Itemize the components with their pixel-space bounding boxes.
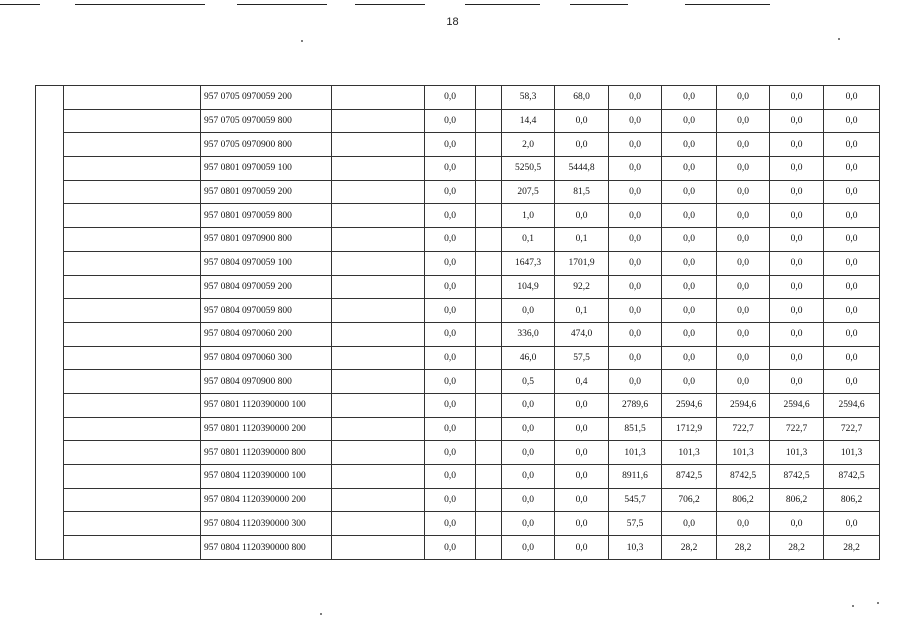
value-cell: 0,0 — [425, 441, 476, 465]
header-rule — [685, 4, 770, 5]
value-cell: 101,3 — [662, 441, 717, 465]
value-cell: 0,4 — [555, 370, 609, 394]
value-cell: 0,0 — [662, 299, 717, 323]
empty-cell — [332, 251, 425, 275]
value-cell: 0,0 — [662, 370, 717, 394]
value-cell: 0,0 — [425, 322, 476, 346]
value-cell: 0,0 — [824, 251, 880, 275]
table-row — [36, 228, 880, 252]
name-cell — [64, 465, 201, 489]
value-cell: 0,0 — [717, 346, 770, 370]
value-cell: 0,0 — [425, 109, 476, 133]
name-cell — [64, 346, 201, 370]
empty-cell — [332, 465, 425, 489]
empty-cell — [332, 133, 425, 157]
empty-cell — [476, 133, 502, 157]
value-cell: 0,5 — [502, 370, 555, 394]
index-cell — [36, 180, 64, 204]
value-cell: 2594,6 — [662, 393, 717, 417]
empty-cell — [476, 346, 502, 370]
value-cell: 0,0 — [824, 299, 880, 323]
value-cell: 46,0 — [502, 346, 555, 370]
value-cell: 0,0 — [770, 133, 824, 157]
empty-cell — [332, 322, 425, 346]
empty-cell — [332, 488, 425, 512]
value-cell: 0,0 — [770, 86, 824, 110]
value-cell: 0,0 — [425, 417, 476, 441]
value-cell: 0,0 — [555, 512, 609, 536]
value-cell: 0,0 — [770, 157, 824, 181]
table-row — [36, 275, 880, 299]
value-cell: 0,0 — [662, 275, 717, 299]
value-cell: 0,0 — [824, 370, 880, 394]
value-cell: 28,2 — [770, 536, 824, 560]
value-cell: 0,0 — [609, 275, 662, 299]
empty-cell — [476, 322, 502, 346]
index-cell — [36, 417, 64, 441]
budget-code-cell: 957 0801 1120390000 100 — [201, 393, 332, 417]
value-cell: 0,0 — [425, 536, 476, 560]
table-row — [36, 251, 880, 275]
value-cell: 2594,6 — [717, 393, 770, 417]
index-cell — [36, 441, 64, 465]
value-cell: 0,0 — [717, 204, 770, 228]
name-cell — [64, 441, 201, 465]
scan-speck — [320, 613, 322, 615]
header-rule — [465, 4, 540, 5]
value-cell: 0,0 — [717, 370, 770, 394]
index-cell — [36, 204, 64, 228]
value-cell: 0,0 — [717, 299, 770, 323]
value-cell: 0,0 — [425, 86, 476, 110]
empty-cell — [476, 441, 502, 465]
budget-code-cell: 957 0804 0970059 200 — [201, 275, 332, 299]
value-cell: 722,7 — [770, 417, 824, 441]
value-cell: 28,2 — [824, 536, 880, 560]
value-cell: 14,4 — [502, 109, 555, 133]
budget-code-cell: 957 0804 0970060 300 — [201, 346, 332, 370]
name-cell — [64, 393, 201, 417]
value-cell: 0,0 — [717, 86, 770, 110]
value-cell: 0,0 — [609, 133, 662, 157]
empty-cell — [476, 299, 502, 323]
empty-cell — [476, 180, 502, 204]
value-cell: 0,0 — [555, 417, 609, 441]
budget-code-cell: 957 0705 0970059 800 — [201, 109, 332, 133]
value-cell: 0,0 — [662, 86, 717, 110]
value-cell: 0,0 — [770, 109, 824, 133]
value-cell: 0,0 — [662, 322, 717, 346]
value-cell: 0,0 — [824, 133, 880, 157]
value-cell: 0,0 — [609, 299, 662, 323]
budget-code-cell: 957 0804 0970059 100 — [201, 251, 332, 275]
value-cell: 0,0 — [425, 488, 476, 512]
value-cell: 0,0 — [425, 299, 476, 323]
table-row — [36, 180, 880, 204]
scan-speck — [877, 602, 879, 604]
name-cell — [64, 251, 201, 275]
value-cell: 545,7 — [609, 488, 662, 512]
value-cell: 0,0 — [425, 251, 476, 275]
table-body — [36, 86, 880, 560]
empty-cell — [476, 417, 502, 441]
value-cell: 0,0 — [662, 109, 717, 133]
value-cell: 2594,6 — [824, 393, 880, 417]
value-cell: 207,5 — [502, 180, 555, 204]
name-cell — [64, 536, 201, 560]
value-cell: 0,0 — [662, 204, 717, 228]
name-cell — [64, 133, 201, 157]
budget-code-cell: 957 0801 0970059 100 — [201, 157, 332, 181]
value-cell: 57,5 — [555, 346, 609, 370]
value-cell: 0,0 — [662, 512, 717, 536]
value-cell: 0,0 — [824, 512, 880, 536]
name-cell — [64, 109, 201, 133]
empty-cell — [476, 204, 502, 228]
budget-code-cell: 957 0801 0970900 800 — [201, 228, 332, 252]
empty-cell — [332, 393, 425, 417]
value-cell: 0,0 — [425, 465, 476, 489]
value-cell: 0,0 — [609, 322, 662, 346]
value-cell: 1,0 — [502, 204, 555, 228]
value-cell: 0,0 — [770, 228, 824, 252]
empty-cell — [332, 157, 425, 181]
value-cell: 10,3 — [609, 536, 662, 560]
value-cell: 0,0 — [770, 275, 824, 299]
header-rule — [0, 4, 40, 5]
value-cell: 0,0 — [824, 157, 880, 181]
value-cell: 0,0 — [502, 465, 555, 489]
empty-cell — [476, 109, 502, 133]
value-cell: 0,0 — [425, 180, 476, 204]
value-cell: 1712,9 — [662, 417, 717, 441]
value-cell: 0,0 — [770, 299, 824, 323]
budget-code-cell: 957 0804 1120390000 100 — [201, 465, 332, 489]
value-cell: 0,0 — [609, 204, 662, 228]
index-cell — [36, 370, 64, 394]
value-cell: 0,0 — [824, 346, 880, 370]
index-cell — [36, 346, 64, 370]
index-cell — [36, 251, 64, 275]
empty-cell — [332, 299, 425, 323]
value-cell: 0,0 — [717, 228, 770, 252]
value-cell: 92,2 — [555, 275, 609, 299]
value-cell: 0,0 — [662, 133, 717, 157]
value-cell: 57,5 — [609, 512, 662, 536]
name-cell — [64, 512, 201, 536]
value-cell: 0,0 — [609, 251, 662, 275]
name-cell — [64, 275, 201, 299]
value-cell: 0,0 — [609, 370, 662, 394]
name-cell — [64, 322, 201, 346]
value-cell: 706,2 — [662, 488, 717, 512]
value-cell: 0,0 — [717, 512, 770, 536]
budget-code-cell: 957 0804 1120390000 800 — [201, 536, 332, 560]
index-cell — [36, 86, 64, 110]
index-cell — [36, 228, 64, 252]
value-cell: 8911,6 — [609, 465, 662, 489]
table-row — [36, 86, 880, 110]
empty-cell — [476, 275, 502, 299]
value-cell: 0,0 — [717, 180, 770, 204]
table-row — [36, 393, 880, 417]
value-cell: 0,0 — [609, 157, 662, 181]
value-cell: 722,7 — [824, 417, 880, 441]
value-cell: 0,1 — [555, 299, 609, 323]
index-cell — [36, 109, 64, 133]
empty-cell — [476, 251, 502, 275]
empty-cell — [476, 536, 502, 560]
budget-code-cell: 957 0804 0970060 200 — [201, 322, 332, 346]
empty-cell — [332, 512, 425, 536]
empty-cell — [332, 536, 425, 560]
value-cell: 2,0 — [502, 133, 555, 157]
value-cell: 0,0 — [425, 346, 476, 370]
value-cell: 0,0 — [555, 465, 609, 489]
index-cell — [36, 157, 64, 181]
value-cell: 0,0 — [555, 488, 609, 512]
value-cell: 0,0 — [824, 275, 880, 299]
empty-cell — [476, 512, 502, 536]
name-cell — [64, 204, 201, 228]
value-cell: 0,0 — [502, 299, 555, 323]
empty-cell — [476, 86, 502, 110]
scan-speck — [838, 38, 840, 40]
index-cell — [36, 299, 64, 323]
empty-cell — [332, 417, 425, 441]
value-cell: 0,0 — [824, 204, 880, 228]
empty-cell — [332, 109, 425, 133]
value-cell: 0,0 — [425, 393, 476, 417]
name-cell — [64, 299, 201, 323]
value-cell: 5250,5 — [502, 157, 555, 181]
index-cell — [36, 465, 64, 489]
value-cell: 0,0 — [425, 512, 476, 536]
value-cell: 0,0 — [609, 109, 662, 133]
empty-cell — [332, 86, 425, 110]
table-row — [36, 299, 880, 323]
scan-speck — [852, 605, 854, 607]
table-row — [36, 157, 880, 181]
table-row — [36, 465, 880, 489]
index-cell — [36, 133, 64, 157]
table-row — [36, 322, 880, 346]
header-rule — [75, 4, 205, 5]
index-cell — [36, 322, 64, 346]
index-cell — [36, 488, 64, 512]
value-cell: 0,0 — [502, 441, 555, 465]
value-cell: 806,2 — [717, 488, 770, 512]
value-cell: 8742,5 — [770, 465, 824, 489]
value-cell: 0,0 — [502, 393, 555, 417]
budget-code-cell: 957 0705 0970900 800 — [201, 133, 332, 157]
empty-cell — [332, 441, 425, 465]
table-row — [36, 109, 880, 133]
value-cell: 0,0 — [770, 180, 824, 204]
value-cell: 0,0 — [717, 251, 770, 275]
value-cell: 0,1 — [555, 228, 609, 252]
empty-cell — [476, 393, 502, 417]
value-cell: 0,0 — [770, 322, 824, 346]
empty-cell — [332, 275, 425, 299]
empty-cell — [476, 465, 502, 489]
value-cell: 0,0 — [555, 133, 609, 157]
empty-cell — [332, 204, 425, 228]
budget-code-cell: 957 0801 0970059 800 — [201, 204, 332, 228]
empty-cell — [476, 228, 502, 252]
value-cell: 0,0 — [770, 512, 824, 536]
name-cell — [64, 157, 201, 181]
value-cell: 8742,5 — [662, 465, 717, 489]
value-cell: 0,0 — [717, 322, 770, 346]
header-rule — [237, 4, 327, 5]
value-cell: 0,0 — [609, 86, 662, 110]
index-cell — [36, 275, 64, 299]
budget-code-cell: 957 0804 0970059 800 — [201, 299, 332, 323]
budget-code-cell: 957 0804 1120390000 300 — [201, 512, 332, 536]
value-cell: 0,0 — [555, 393, 609, 417]
empty-cell — [332, 346, 425, 370]
value-cell: 28,2 — [717, 536, 770, 560]
value-cell: 0,0 — [555, 204, 609, 228]
value-cell: 806,2 — [770, 488, 824, 512]
value-cell: 0,0 — [770, 370, 824, 394]
value-cell: 0,0 — [824, 180, 880, 204]
budget-code-cell: 957 0804 0970900 800 — [201, 370, 332, 394]
table-row — [36, 346, 880, 370]
value-cell: 101,3 — [609, 441, 662, 465]
name-cell — [64, 228, 201, 252]
value-cell: 0,0 — [662, 228, 717, 252]
value-cell: 722,7 — [717, 417, 770, 441]
value-cell: 0,0 — [425, 204, 476, 228]
value-cell: 0,0 — [502, 417, 555, 441]
value-cell: 806,2 — [824, 488, 880, 512]
budget-code-cell: 957 0801 1120390000 800 — [201, 441, 332, 465]
value-cell: 0,0 — [555, 109, 609, 133]
value-cell: 851,5 — [609, 417, 662, 441]
value-cell: 0,0 — [770, 346, 824, 370]
table-row — [36, 370, 880, 394]
value-cell: 1647,3 — [502, 251, 555, 275]
table-row — [36, 488, 880, 512]
value-cell: 0,0 — [609, 346, 662, 370]
value-cell: 0,0 — [555, 536, 609, 560]
table-row — [36, 133, 880, 157]
budget-code-cell: 957 0804 1120390000 200 — [201, 488, 332, 512]
value-cell: 0,0 — [824, 109, 880, 133]
value-cell: 0,0 — [717, 275, 770, 299]
empty-cell — [332, 228, 425, 252]
index-cell — [36, 393, 64, 417]
value-cell: 0,0 — [425, 157, 476, 181]
value-cell: 336,0 — [502, 322, 555, 346]
value-cell: 474,0 — [555, 322, 609, 346]
value-cell: 0,0 — [824, 322, 880, 346]
value-cell: 28,2 — [662, 536, 717, 560]
value-cell: 0,0 — [824, 86, 880, 110]
name-cell — [64, 417, 201, 441]
scan-speck — [301, 40, 303, 42]
value-cell: 2594,6 — [770, 393, 824, 417]
table-row — [36, 417, 880, 441]
value-cell: 0,0 — [717, 157, 770, 181]
table-row — [36, 441, 880, 465]
table-row — [36, 204, 880, 228]
name-cell — [64, 488, 201, 512]
index-cell — [36, 512, 64, 536]
empty-cell — [476, 488, 502, 512]
name-cell — [64, 180, 201, 204]
value-cell: 0,0 — [555, 441, 609, 465]
value-cell: 0,0 — [662, 180, 717, 204]
index-cell — [36, 536, 64, 560]
value-cell: 8742,5 — [824, 465, 880, 489]
value-cell: 101,3 — [770, 441, 824, 465]
budget-code-cell: 957 0801 1120390000 200 — [201, 417, 332, 441]
budget-code-cell: 957 0801 0970059 200 — [201, 180, 332, 204]
value-cell: 0,1 — [502, 228, 555, 252]
value-cell: 0,0 — [770, 204, 824, 228]
value-cell: 0,0 — [609, 228, 662, 252]
name-cell — [64, 370, 201, 394]
value-cell: 101,3 — [717, 441, 770, 465]
value-cell: 0,0 — [502, 488, 555, 512]
budget-code-cell: 957 0705 0970059 200 — [201, 86, 332, 110]
value-cell: 0,0 — [425, 370, 476, 394]
name-cell — [64, 86, 201, 110]
table-row — [36, 536, 880, 560]
value-cell: 101,3 — [824, 441, 880, 465]
value-cell: 0,0 — [662, 346, 717, 370]
value-cell: 0,0 — [662, 251, 717, 275]
header-rule — [570, 4, 628, 5]
value-cell: 2789,6 — [609, 393, 662, 417]
value-cell: 0,0 — [502, 536, 555, 560]
value-cell: 104,9 — [502, 275, 555, 299]
value-cell: 1701,9 — [555, 251, 609, 275]
value-cell: 0,0 — [425, 228, 476, 252]
value-cell: 58,3 — [502, 86, 555, 110]
value-cell: 0,0 — [717, 109, 770, 133]
value-cell: 0,0 — [717, 133, 770, 157]
page-number: 18 — [446, 16, 459, 28]
budget-table — [35, 85, 880, 560]
empty-cell — [332, 180, 425, 204]
value-cell: 8742,5 — [717, 465, 770, 489]
value-cell: 0,0 — [770, 251, 824, 275]
empty-cell — [476, 157, 502, 181]
value-cell: 5444,8 — [555, 157, 609, 181]
empty-cell — [332, 370, 425, 394]
value-cell: 0,0 — [662, 157, 717, 181]
value-cell: 0,0 — [425, 133, 476, 157]
value-cell: 0,0 — [824, 228, 880, 252]
value-cell: 68,0 — [555, 86, 609, 110]
value-cell: 0,0 — [609, 180, 662, 204]
table-row — [36, 512, 880, 536]
empty-cell — [476, 370, 502, 394]
value-cell: 0,0 — [425, 275, 476, 299]
value-cell: 0,0 — [502, 512, 555, 536]
value-cell: 81,5 — [555, 180, 609, 204]
header-rule — [355, 4, 425, 5]
